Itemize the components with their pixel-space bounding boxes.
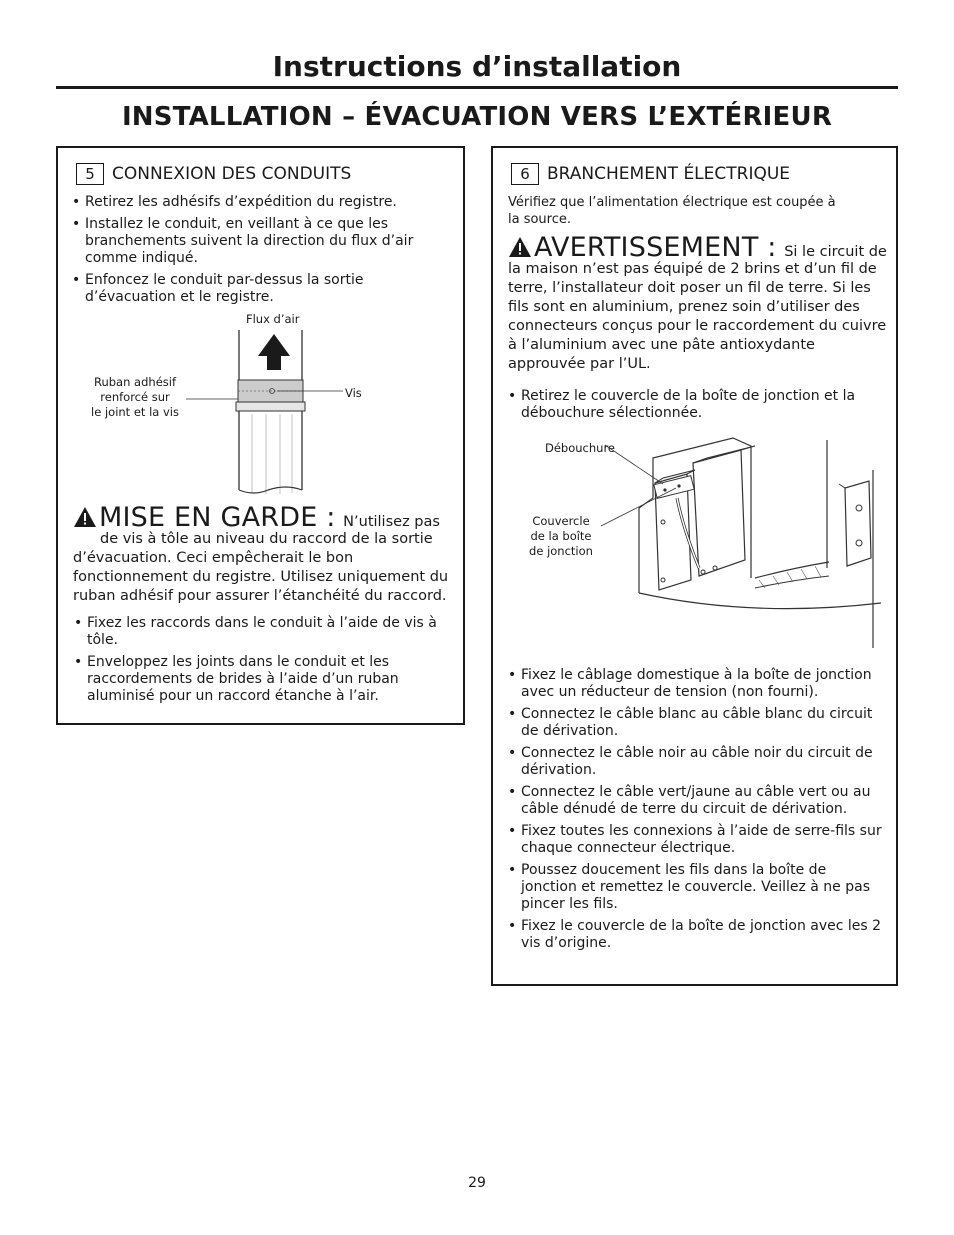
warning-text: la maison n’est pas équipé de 2 brins et d’un fil de terre, l’installateur doit poser un fil de terre. Si les fils sont en aluminium, prenez soin d’utiliser des connecteurs conçus pour le raccordement du cuivre à l’aluminium avec une pâte antioxydante approuvée par l’UL. (508, 261, 887, 372)
cover-label-line: de jonction (529, 544, 593, 558)
list-item: • Connectez le câble vert/jaune au câble vert ou au câble dénudé de terre du circuit de dérivation. (508, 784, 883, 818)
step-6-intro: Vérifiez que l’alimentation électrique est coupée à la source. (508, 195, 836, 227)
warning-text-first: Si le circuit de (784, 244, 887, 260)
list-item: • Poussez doucement les fils dans la boîte de jonction et remettez le couvercle. Veillez à ne pas pincer les fils. (508, 862, 883, 913)
junction-box-figure (493, 148, 896, 668)
list-item: • Enfoncez le conduit par-dessus la sortie d’évacuation et le registre. (72, 272, 442, 306)
caution-block (73, 502, 458, 606)
list-item: • Fixez le couvercle de la boîte de jonction avec les 2 vis d’origine. (508, 918, 883, 952)
caution-title: MISE EN GARDE : (99, 502, 336, 533)
screw-label: Vis (345, 386, 362, 400)
step-5-number: 5 (76, 163, 104, 185)
list-item: • Retirez les adhésifs d’expédition du registre. (72, 194, 442, 211)
list-item: • Installez le conduit, en veillant à ce que les branchements suivent la direction du flux d’air comme indiqué. (72, 216, 442, 267)
list-item: • Fixez toutes les connexions à l’aide de serre-fils sur chaque connecteur électrique. (508, 823, 883, 857)
list-item: • Retirez le couvercle de la boîte de jonction et la débouchure sélectionnée. (508, 388, 878, 422)
step-5-title: CONNEXION DES CONDUITS (112, 164, 352, 184)
step-5-panel (56, 146, 465, 725)
step-6-list-bottom (508, 667, 883, 957)
list-item: • Fixez le câblage domestique à la boîte de jonction avec un réducteur de tension (non fourni). (508, 667, 883, 701)
arrow-up-icon (258, 334, 290, 370)
duct-figure (58, 148, 463, 508)
caution-title-line (73, 502, 458, 533)
tape-label-line: le joint et la vis (91, 405, 179, 419)
list-item: • Enveloppez les joints dans le conduit et les raccordements de brides à l’aide d’un ruban aluminisé pour un raccord étanche à l’air. (74, 654, 444, 705)
airflow-label: Flux d’air (246, 312, 300, 326)
step-5-list-bottom (74, 615, 444, 710)
caution-text: de vis à tôle au niveau du raccord de la sortie d’évacuation. Ceci empêcherait le bon fonctionnement du registre. Utilisez uniquement du ruban adhésif pour assurer l’étanchéité du raccord. (73, 531, 449, 604)
warning-triangle-icon (73, 506, 97, 528)
step-6-panel (491, 146, 898, 986)
list-item: • Connectez le câble noir au câble noir du circuit de dérivation. (508, 745, 883, 779)
step-6-number: 6 (511, 163, 539, 185)
cover-label-line: de la boîte (530, 529, 592, 543)
page-title: Instructions d’installation (272, 50, 682, 83)
caution-text-first: N’utilisez pas (343, 514, 440, 530)
warning-title: AVERTISSEMENT : (534, 232, 777, 263)
knockout-label: Débouchure (545, 441, 616, 455)
title-rule (56, 86, 898, 89)
cover-label-line: Couvercle (532, 514, 590, 528)
list-item: • Connectez le câble blanc au câble blanc du circuit de dérivation. (508, 706, 883, 740)
tape-label-line: renforcé sur (100, 390, 170, 404)
section-title: INSTALLATION – ÉVACUATION VERS L’EXTÉRIEUR (121, 102, 833, 132)
page-number: 29 (468, 1175, 486, 1191)
step-6-title: BRANCHEMENT ÉLECTRIQUE (547, 164, 791, 184)
list-item: • Fixez les raccords dans le conduit à l’aide de vis à tôle. (74, 615, 444, 649)
tape-label-line: Ruban adhésif (94, 375, 176, 389)
